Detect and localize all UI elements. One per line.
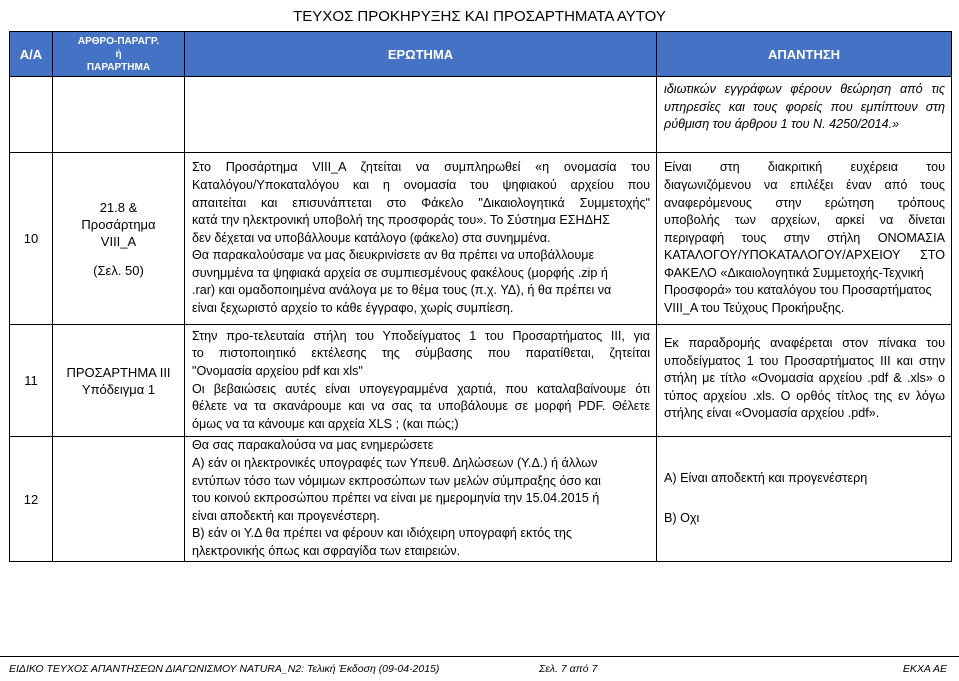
qa-table — [9, 31, 952, 562]
document-title: ΤΕΥΧΟΣ ΠΡΟΚΗΡΥΞΗΣ ΚΑΙ ΠΡΟΣΑΡΤΗΜΑΤΑ ΑΥΤΟΥ — [293, 8, 666, 25]
row-number: 11 — [10, 325, 53, 437]
row-article: 21.8 & Προσάρτημα VIII_A (Σελ. 50) — [53, 153, 185, 325]
row-answer: Α) Είναι αποδεκτή και προγενέστερη Β) Οχι — [657, 437, 952, 562]
row-question-cell — [185, 77, 657, 153]
header-aa: Α/Α — [10, 32, 53, 77]
footer-document-label: ΕΙΔΙΚΟ ΤΕΥΧΟΣ ΑΠΑΝΤΗΣΕΩΝ ΔΙΑΓΩΝΙΣΜΟΥ NATURA_N2: Τελική Έκδοση (09-04-2015) — [9, 663, 440, 675]
row-number-cell — [10, 77, 53, 153]
table-header-row — [10, 32, 952, 77]
page-footer — [0, 656, 959, 677]
row-answer: Εκ παραδρομής αναφέρεται στον πίνακα του υποδείγματος 1 του Προσαρτήματος III και στην στήλη με τίτλο «Ονομασία αρχείου .pdf & .xls» ο τύπος αρχείου .xls. Ο ορθός τίτλος της εν λόγω στήλης είναι «Ονομασία αρχείου .pdf». — [657, 325, 952, 437]
table-row — [10, 437, 952, 562]
row-answer-cell: ιδιωτικών εγγράφων φέρουν θεώρηση από τις υπηρεσίες και τους φορείς που εμπίπτουν στη ρύθμιση του άρθρου 1 του Ν. 4250/2014.» — [657, 77, 952, 153]
table-row — [10, 153, 952, 325]
header-answer: ΑΠΑΝΤΗΣΗ — [657, 32, 952, 77]
row-article — [53, 437, 185, 562]
row-answer: Είναι στη διακριτική ευχέρεια του διαγωνιζόμενου να επιλέξει έναν από τους αναφερόμενους στην ερώτηση τρόπους υποβολής των αρχείων, αρκεί να δίνεται περιγραφή τους στην στήλη ΟΝΟΜΑΣΙΑ ΚΑΤΑΛΟΓΟΥ/ΥΠΟΚΑΤΑΛΟΓΟΥ/ΑΡΧΕΙΟΥ ΣΤΟ ΦΑΚΕΛΟ «Δικαιολογητικά Συμμετοχής-Τεχνική Προσφορά» του καταλόγου του Προσαρτήματος VIII_A του Τεύχους Προκήρυξης. — [657, 153, 952, 325]
table-row — [10, 325, 952, 437]
row-question: Στο Προσάρτημα VIII_A ζητείται να συμπληρωθεί «η ονομασία του Καταλόγου/Υποκαταλόγου και η ονομασία του ψηφιακού αρχείου που απαιτείται και επισυνάπτεται στο Φάκελο "Δικαιολογητικά Συμμετοχής" κατά την ηλεκτρονική υποβολή της προσφοράς του». Το Σύστημα ΕΣΗΔΗΣ δεν δέχεται να υποβάλλουμε κατάλογο (φάκελο) στα συνημμένα. Θα παρακαλούσαμε να μας διευκρινίσετε αν θα πρέπει να υποβάλλουμε συνημμένα τα ψηφιακά αρχεία σε συμπιεσμένους φακέλους (μορφής .zip ή .rar) και ομαδοποιημένα ανάλογα με το θέμα τους (π.χ. ΥΔ), ή θα πρέπει να είναι ξεχωριστό αρχείο το κάθε έγγραφο, χωρίς συμπίεση. — [185, 153, 657, 325]
row-question: Στην προ-τελευταία στήλη του Υποδείγματος 1 του Προσαρτήματος III, για το πιστοποιητικό εκτέλεσης της σύμβασης που παρατίθεται, ζητείται "Ονομασία αρχείου pdf και xls" Οι βεβαιώσεις αυτές είναι υπογεγραμμένα χαρτιά, που καταλαβαίνουμε ότι θέλετε να τα σκανάρουμε και να σας τα υποβάλουμε σε μορφή PDF. Θέλετε όμως να τα κάνουμε και αρχεία XLS ; (και πώς;) — [185, 325, 657, 437]
footer-page-number: Σελ. 7 από 7 — [539, 663, 598, 675]
row-question: Θα σας παρακαλούσα να μας ενημερώσετε Α) εάν οι ηλεκτρονικές υπογραφές των Υπευθ. Δηλώσεων (Υ.Δ.) ή άλλων εντύπων τόσο των νόμιμων εκπροσώπων των μελών σύμπραξης όσο και του κοινού εκπροσώπου πρέπει να είναι με ημερομηνία την 15.04.2015 ή είναι αποδεκτή και προγενέστερη. Β) εάν οι Υ.Δ θα πρέπει να φέρουν και ιδιόχειρη υπογραφή εκτός της ηλεκτρονικής όπως και σφραγίδα των εταιρειών. — [185, 437, 657, 562]
row-number: 10 — [10, 153, 53, 325]
row-number: 12 — [10, 437, 53, 562]
table-row — [10, 77, 952, 153]
header-article: ΑΡΘΡΟ-ΠΑΡΑΓΡ. ή ΠΑΡΑΡΤΗΜΑ — [53, 32, 185, 77]
footer-company: ΕΚΧΑ ΑΕ — [902, 663, 947, 675]
row-article-cell — [53, 77, 185, 153]
header-question: ΕΡΩΤΗΜΑ — [185, 32, 657, 77]
row-article: ΠΡΟΣΑΡΤΗΜΑ III Υπόδειγμα 1 — [53, 325, 185, 437]
